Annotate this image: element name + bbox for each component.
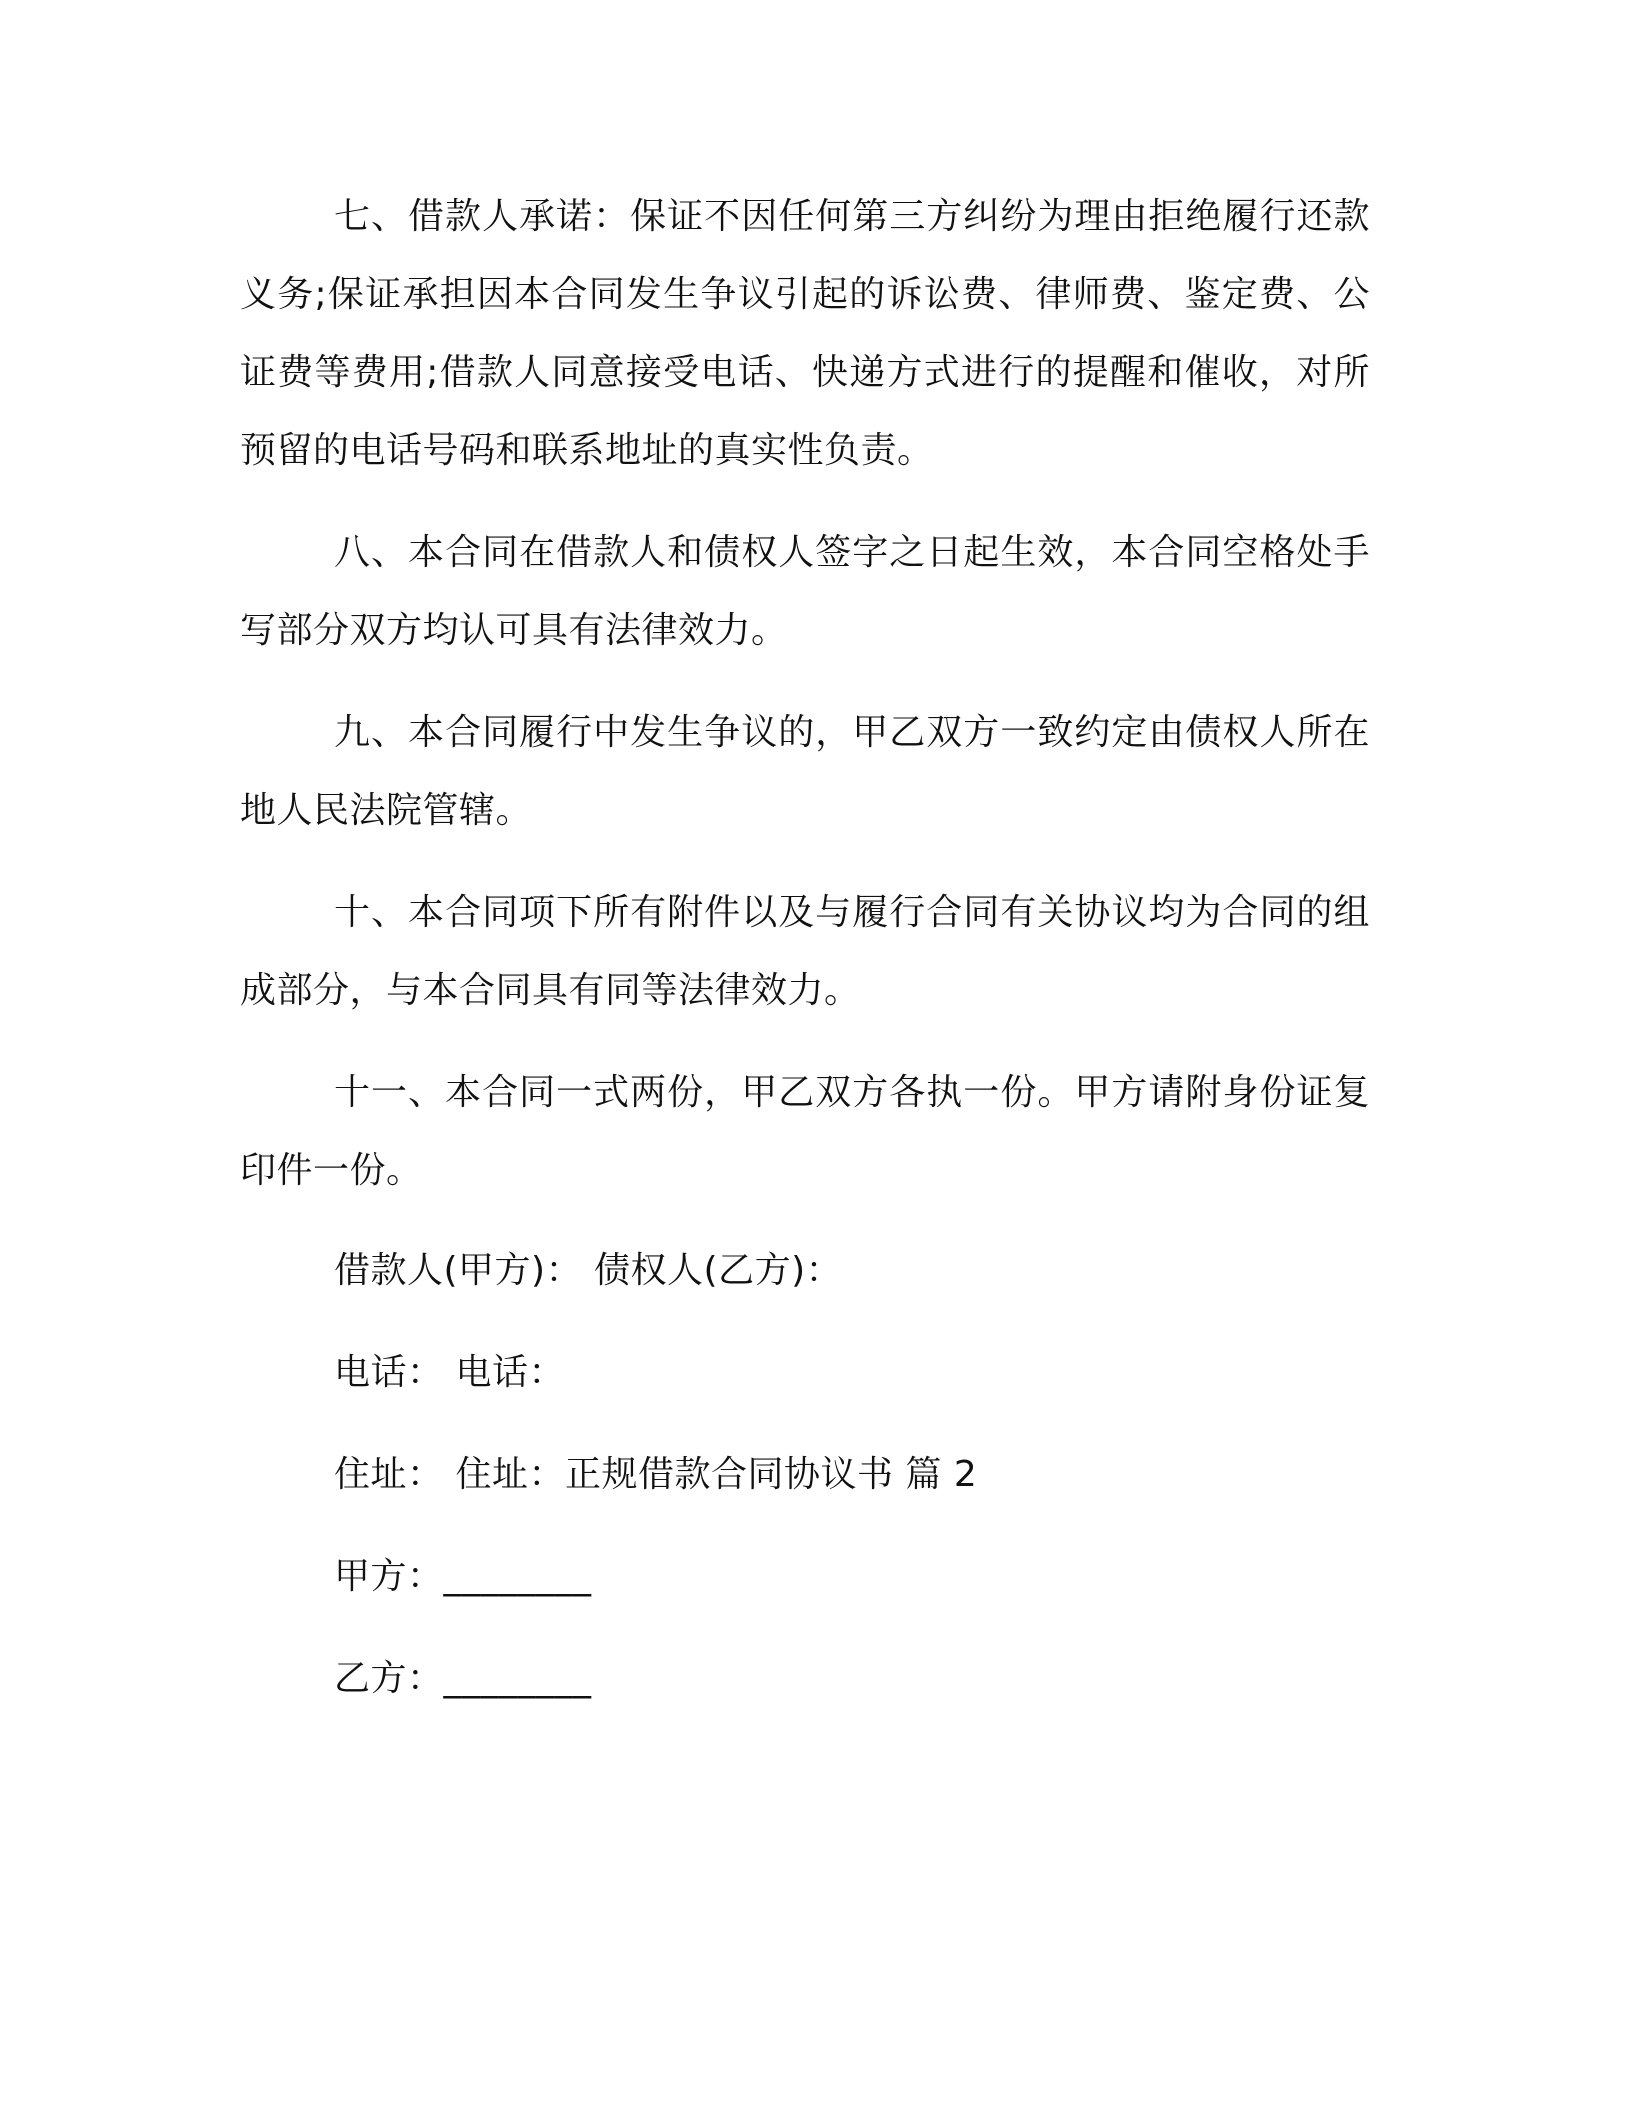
- clause-8: 八、本合同在借款人和债权人签字之日起生效，本合同空格处手写部分双方均认可具有法律效力。: [240, 532, 1370, 651]
- signature-address: 住址： 住址：正规借款合同协议书 篇 2: [334, 1454, 978, 1495]
- clause-9: 九、本合同履行中发生争议的，甲乙双方一致约定由债权人所在地人民法院管辖。: [240, 712, 1370, 831]
- party-a-line: 甲方：________: [334, 1556, 592, 1597]
- clause-10: 十、本合同项下所有附件以及与履行合同有关协议均为合同的组成部分，与本合同具有同等法律效力。: [240, 892, 1370, 1011]
- clause-11: 十一、本合同一式两份，甲乙双方各执一份。甲方请附身份证复印件一份。: [240, 1072, 1370, 1191]
- party-b-line: 乙方：________: [334, 1658, 592, 1699]
- clause-7: 七、借款人承诺：保证不因任何第三方纠纷为理由拒绝履行还款义务;保证承担因本合同发生争议引起的诉讼费、律师费、鉴定费、公证费等费用;借款人同意接受电话、快递方式进行的提醒和催收，对所预留的电话号码和联系地址的真实性负责。: [240, 196, 1370, 471]
- signature-phone: 电话： 电话：: [334, 1352, 565, 1393]
- signature-parties: 借款人(甲方)： 债权人(乙方)：: [334, 1250, 843, 1291]
